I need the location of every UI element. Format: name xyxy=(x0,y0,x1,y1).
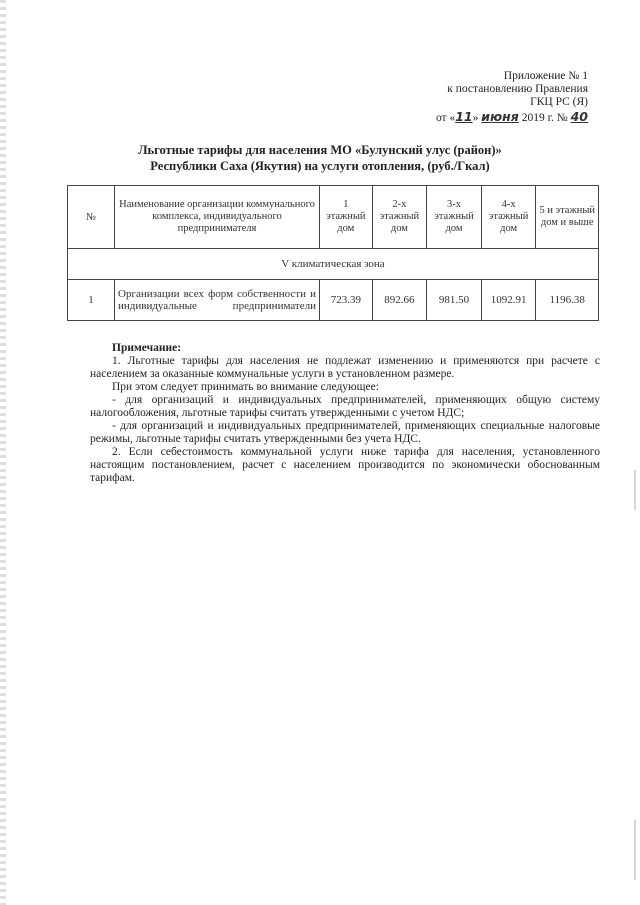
header-floor-1: 1 этажный дом xyxy=(320,186,373,249)
date-month: июня xyxy=(481,109,519,124)
row-value-4: 1092.91 xyxy=(481,280,536,321)
note-paragraph-2: При этом следует принимать во внимание следующее: xyxy=(112,381,379,393)
row-value-3: 981.50 xyxy=(427,280,482,321)
row-value-5: 1196.38 xyxy=(536,280,599,321)
approval-date xyxy=(436,110,588,125)
header-floor-3: 3-х этажный дом xyxy=(427,186,482,249)
date-day: 11 xyxy=(455,109,473,124)
scan-mark xyxy=(634,820,636,880)
notes-section xyxy=(90,342,600,485)
note-paragraph-3: - для организаций и индивидуальных предпринимателей, применяющих общую систему налогообложения, льготные тарифы считать утвержденными с учетом НДС; xyxy=(90,394,600,419)
note-paragraph-1: 1. Льготные тарифы для населения не подлежат изменению и применяются при расчете с населением за оказанные коммунальные услуги в установленном размере. xyxy=(90,355,600,380)
climate-zone: V климатическая зона xyxy=(68,249,599,280)
date-year: 2019 г. № xyxy=(521,112,568,124)
approval-block xyxy=(436,70,588,125)
note-paragraph-4: - для организаций и индивидуальных предпринимателей, применяющих специальные налоговые режимы, льготные тарифы считать утвержденными без учета НДС. xyxy=(90,420,600,445)
document-title xyxy=(0,142,640,174)
scan-mark xyxy=(634,470,636,510)
table-row xyxy=(68,280,599,321)
tariff-table xyxy=(67,185,599,321)
header-floor-5: 5 и этажный дом и выше xyxy=(536,186,599,249)
date-prefix: от « xyxy=(435,112,456,124)
row-org-name: Организации всех форм собственности и индивидуальные предприниматели xyxy=(115,280,320,321)
row-num: 1 xyxy=(68,280,115,321)
header-name: Наименование организации коммунального комплекса, индивидуального предпринимателя xyxy=(115,186,320,249)
row-value-1: 723.39 xyxy=(320,280,373,321)
title-line-1: Льготные тарифы для населения МО «Булунский улус (район)» xyxy=(138,143,502,157)
date-mid: » xyxy=(472,112,479,124)
notes-heading: Примечание: xyxy=(112,342,182,354)
header-num: № xyxy=(68,186,115,249)
note-paragraph-5: 2. Если себестоимость коммунальной услуги ниже тарифа для населения, установленного настоящим постановлением, расчет с населением производится по экономически обоснованным тарифам. xyxy=(90,446,600,484)
zone-row xyxy=(68,249,599,280)
header-floor-4: 4-х этажный дом xyxy=(481,186,536,249)
header-floor-2: 2-х этажный дом xyxy=(372,186,427,249)
approval-line-1: Приложение № 1 xyxy=(503,70,588,82)
row-value-2: 892.66 xyxy=(372,280,427,321)
table-header-row xyxy=(68,186,599,249)
approval-line-2: к постановлению Правления xyxy=(447,83,588,95)
approval-line-3: ГКЦ РС (Я) xyxy=(530,96,588,108)
title-line-2: Республики Саха (Якутия) на услуги отопления, (руб./Гкал) xyxy=(150,159,490,173)
scan-edge xyxy=(0,0,6,905)
date-number: 40 xyxy=(570,109,588,124)
